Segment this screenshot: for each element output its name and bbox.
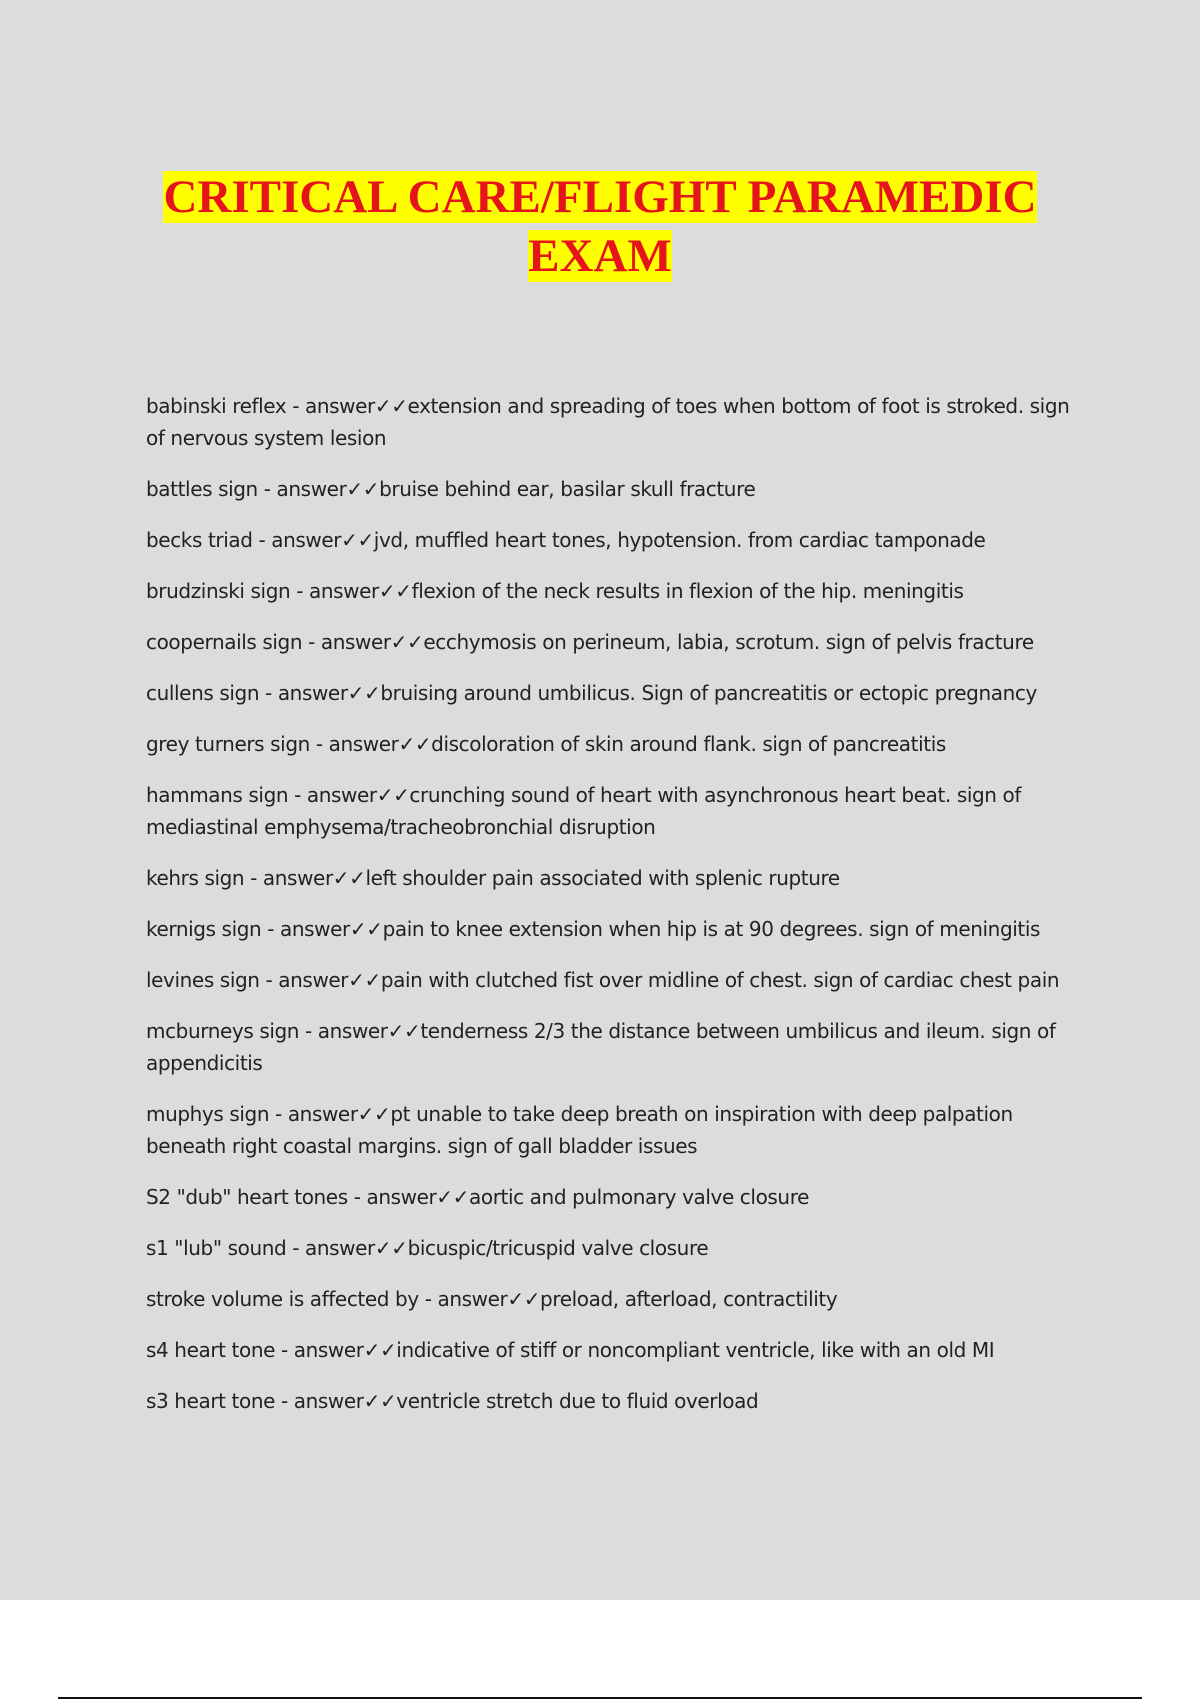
list-item: babinski reflex - answer✓✓extension and spreading of toes when bottom of foot is stroked. sign of nervous system lesion	[146, 394, 1070, 450]
qa-list	[146, 390, 1086, 1436]
list-item: mcburneys sign - answer✓✓tenderness 2/3 the distance between umbilicus and ileum. sign of appendicitis	[146, 1019, 1056, 1075]
document-title	[0, 168, 1200, 286]
list-item: S2 "dub" heart tones - answer✓✓aortic and pulmonary valve closure	[146, 1185, 809, 1209]
list-item: s3 heart tone - answer✓✓ventricle stretch due to fluid overload	[146, 1389, 759, 1413]
list-item: kernigs sign - answer✓✓pain to knee extension when hip is at 90 degrees. sign of meningitis	[146, 917, 1041, 941]
list-item: stroke volume is affected by - answer✓✓preload, afterload, contractility	[146, 1287, 838, 1311]
list-item: cullens sign - answer✓✓bruising around umbilicus. Sign of pancreatitis or ectopic pregnancy	[146, 681, 1037, 705]
title-line-1: CRITICAL CARE/FLIGHT PARAMEDIC	[163, 171, 1037, 223]
list-item: coopernails sign - answer✓✓ecchymosis on perineum, labia, scrotum. sign of pelvis fracture	[146, 630, 1034, 654]
list-item: s4 heart tone - answer✓✓indicative of stiff or noncompliant ventricle, like with an old MI	[146, 1338, 995, 1362]
bottom-rule-divider	[58, 1697, 1142, 1699]
list-item: battles sign - answer✓✓bruise behind ear, basilar skull fracture	[146, 477, 756, 501]
list-item: s1 "lub" sound - answer✓✓bicuspic/tricuspid valve closure	[146, 1236, 709, 1260]
list-item: grey turners sign - answer✓✓discoloration of skin around flank. sign of pancreatitis	[146, 732, 946, 756]
list-item: kehrs sign - answer✓✓left shoulder pain associated with splenic rupture	[146, 866, 840, 890]
title-line-2: EXAM	[528, 230, 672, 282]
list-item: muphys sign - answer✓✓pt unable to take deep breath on inspiration with deep palpation beneath right coastal margins. sign of gall bladder issues	[146, 1102, 1013, 1158]
list-item: hammans sign - answer✓✓crunching sound of heart with asynchronous heart beat. sign of mediastinal emphysema/tracheobronchial disruption	[146, 783, 1022, 839]
list-item: becks triad - answer✓✓jvd, muffled heart tones, hypotension. from cardiac tamponade	[146, 528, 986, 552]
list-item: levines sign - answer✓✓pain with clutched fist over midline of chest. sign of cardiac chest pain	[146, 968, 1060, 992]
list-item: brudzinski sign - answer✓✓flexion of the neck results in flexion of the hip. meningitis	[146, 579, 964, 603]
